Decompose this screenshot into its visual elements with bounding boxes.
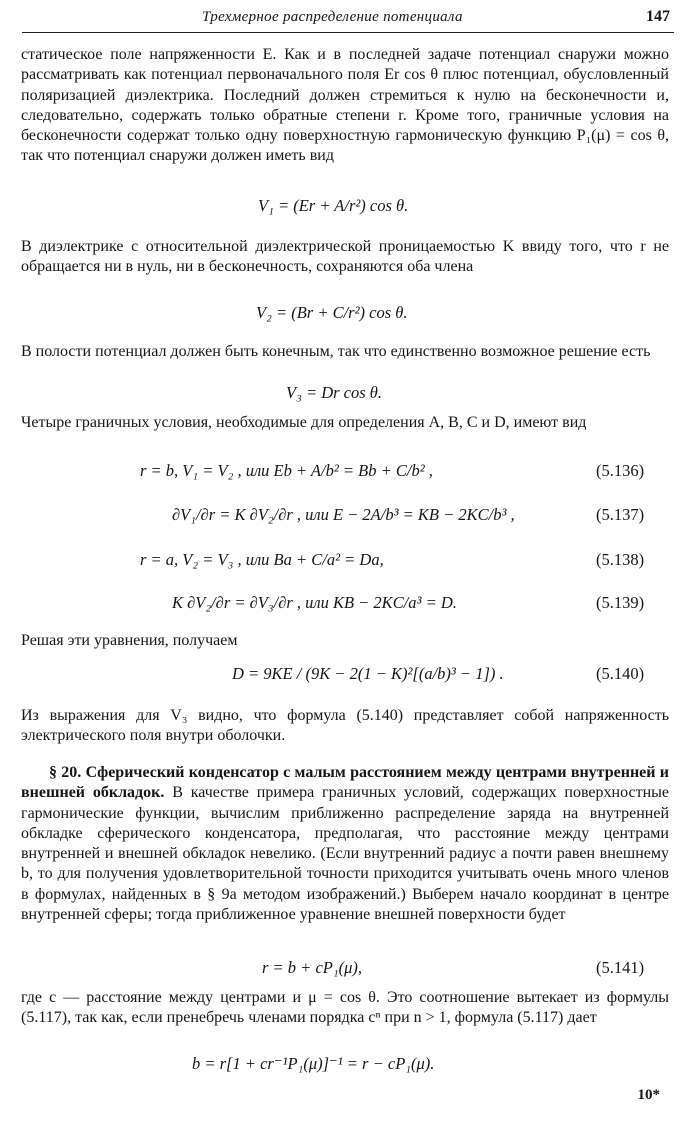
equation-number-5-136: (5.136) bbox=[596, 461, 645, 480]
signature-mark: 10* bbox=[637, 1087, 660, 1103]
section-heading: § 20. Сферический конденсатор с малым расстоянием между центрами внутренней и внешней обкладок. bbox=[21, 764, 669, 802]
equation-v1: V₁ = (Er + A/r²) cos θ. bbox=[258, 196, 409, 215]
equation-number-5-137: (5.137) bbox=[596, 505, 645, 524]
running-title: Трехмерное распределение потенциала bbox=[202, 9, 463, 25]
section-body: В качестве примера граничных условий, содержащих поверхностные гармонические функции, вычислим приближенно распределение заряда на внутренней обкладке сферического конденсатора, предполагая, что расстояние между центрами внутренней и внешней обкладок невелико. (Если внутренний радиус a почти равен внешнему b, то для получения удовлетворительной точности приходится учитывать очень много членов в формулах, найденных в § 9а методом изображений.) Выберем начало координат в центре внутренней сферы; тогда приближенное уравнение внешней поверхности будет bbox=[21, 784, 670, 924]
paragraph-boundary-conditions: Четыре граничных условия, необходимые для определения A, B, C и D, имеют вид bbox=[21, 414, 587, 431]
page-number: 147 bbox=[646, 8, 670, 25]
equation-v2: V₂ = (Br + C/r²) cos θ. bbox=[256, 303, 408, 322]
equation-number-5-141: (5.141) bbox=[596, 958, 645, 977]
running-header bbox=[22, 6, 674, 33]
paragraph-solving: Решая эти уравнения, получаем bbox=[21, 632, 238, 649]
equation-5-137: ∂V₁/∂r = K ∂V₂/∂r , или E − 2A/b³ = KB − 2KC/b³ , bbox=[172, 505, 515, 524]
equation-number-5-138: (5.138) bbox=[596, 550, 645, 569]
equation-number-5-140: (5.140) bbox=[596, 664, 645, 683]
paragraph-field-inside-shell: Из выражения для V₃ видно, что формула (5.140) представляет собой напряженность электрического поля внутри оболочки. bbox=[21, 707, 669, 745]
equation-outer-surface: b = r[1 + cr⁻¹P₁(μ)]⁻¹ = r − cP₁(μ). bbox=[192, 1054, 435, 1073]
equation-5-139: K ∂V₂/∂r = ∂V₃/∂r , или KB − 2KC/a³ = D. bbox=[172, 593, 457, 612]
equation-v3: V₃ = Dr cos θ. bbox=[286, 383, 383, 402]
equation-5-136: r = b, V₁ = V₂ , или Eb + A/b² = Bb + C/b² , bbox=[140, 461, 433, 480]
equation-5-141: r = b + cP₁(μ), bbox=[262, 958, 362, 977]
equation-5-138: r = a, V₂ = V₃ , или Ba + C/a² = Da, bbox=[140, 550, 384, 569]
paragraph-external-field: статическое поле напряженности E. Как и в последней задаче потенциал снаружи можно рассматривать как потенциал первоначального поля Er cos θ плюс потенциал, обусловленный поляризацией диэлектрика. Последний должен стремиться к нулю на бесконечности и, следовательно, содержать только обратные степени r. Кроме того, граничные условия на бесконечности содержат только одну поверхностную гармоническую функцию P₁(μ) = cos θ, так что потенциал снаружи должен иметь вид bbox=[21, 46, 669, 165]
equation-number-5-139: (5.139) bbox=[596, 593, 645, 612]
paragraph-surface-equation: где c — расстояние между центрами и μ = cos θ. Это соотношение вытекает из формулы (5.117), так как, если пренебречь членами порядка cⁿ при n > 1, формула (5.117) дает bbox=[21, 989, 669, 1027]
equation-5-140: D = 9KE / (9K − 2(1 − K)²[(a/b)³ − 1]) . bbox=[232, 664, 504, 683]
paragraph-dielectric: В диэлектрике с относительной диэлектрической проницаемостью K ввиду того, что r не обращается ни в нуль, ни в бесконечность, сохраняются оба члена bbox=[21, 238, 669, 276]
section-20-paragraph bbox=[21, 763, 669, 925]
paragraph-cavity: В полости потенциал должен быть конечным, так что единственно возможное решение есть bbox=[21, 343, 651, 360]
